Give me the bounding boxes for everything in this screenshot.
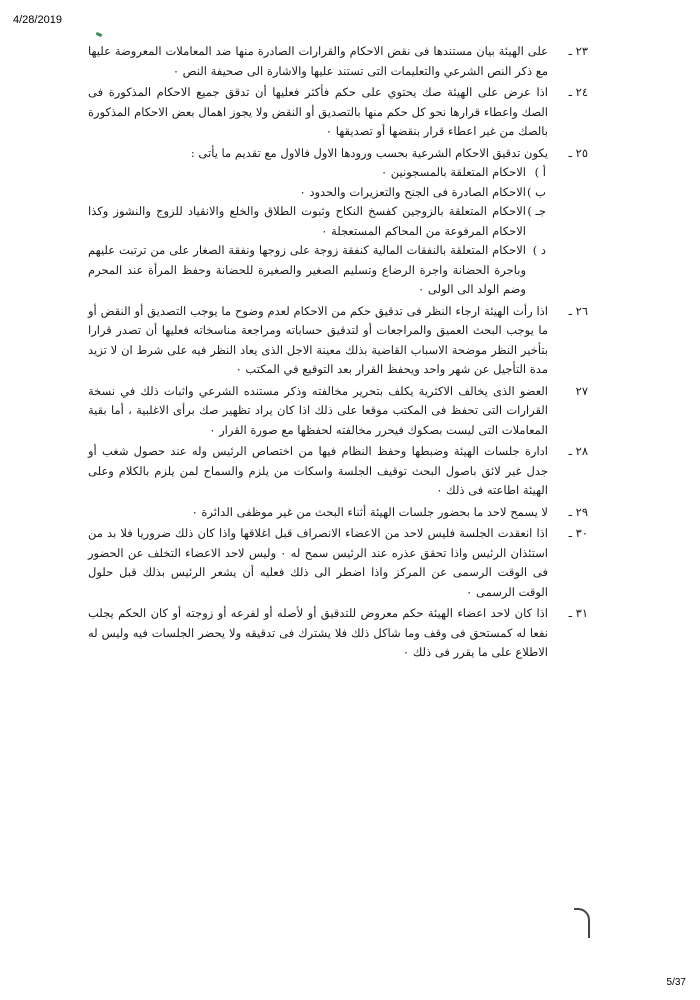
article-28: [88, 442, 588, 501]
article-number: ٢٩ ـ: [568, 504, 588, 519]
subitem-label: جـ ): [527, 204, 546, 218]
article-text: ادارة جلسات الهيئة وضبطها وحفظ النظام فيها من اختصاص الرئيس وله عند حصول شغب أو جدل غير لائق باصول البحث توقيف الجلسة واسكات من يلزم والسماح لمن يلزم بالكلام وعلى الهيئة اطاعته فى ذلك ٠: [88, 444, 548, 497]
article-30: [88, 524, 588, 602]
pen-stroke-mark: [574, 908, 590, 938]
article-number: ٢٧: [575, 383, 588, 398]
article-31: [88, 604, 588, 663]
article-text: لا يسمح لاحد ما بحضور جلسات الهيئة أثناء البحث من غير موظفى الدائرة ٠: [191, 504, 548, 519]
article-text: على الهيئة بيان مستندها فى نقض الاحكام والقرارات الصادرة منها ضد المعاملات المعروضة عليها مع ذكر النص الشرعي والتعليمات التى تستند عليها والاشارة الى صحيفة النص ٠: [88, 44, 548, 78]
subitem-text: الاحكام المتعلقة بالزوجين كفسخ النكاح وثبوت الطلاق والخلع والانقياد للزوج والنشوز وكذا الاحكام المرفوعة من المحاكم المستعجلة ٠: [88, 204, 526, 238]
article-number: ٣١ ـ: [568, 606, 588, 620]
article-29: [88, 503, 588, 523]
article-23: [88, 42, 588, 81]
article-number: ٢٦ ـ: [568, 303, 588, 318]
article-text: العضو الذى يخالف الاكثرية يكلف بتحرير مخالفته وذكر مستنده الشرعي واثبات ذلك في نسخة القرارات التى تحفظ فى المكتب موقعا على ذلك اذا كان يراد تظهير صك برأى الاغلبية ، أما بقية المعاملات التى ليست بصكوك فيحرر مخالفته لحفظها مع صورة القرار ٠: [88, 383, 548, 437]
article-25: [88, 144, 588, 300]
article-number: ٢٨ ـ: [568, 444, 588, 458]
article-text: اذا انعقدت الجلسة فليس لاحد من الاعضاء الانصراف قبل اغلاقها واذا كان ذلك ضروريا فلا بد من استئذان الرئيس واذا تحقق عذره عند الرئيس سمح له ٠ وليس لاحد الاعضاء التخلف عن الحضور فى الوقت الرسمى عن المركز واذا اضطر الى ذلك فعليه أن يشعر الرئيس بذلك قبل حلول الوقت الرسمى ٠: [88, 526, 549, 599]
article-text: يكون تدقيق الاحكام الشرعية بحسب ورودها الاول فالاول مع تقديم ما يأتى :: [190, 145, 548, 160]
page-number: 5/37: [666, 977, 686, 988]
print-date: 4/28/2019: [13, 14, 62, 26]
article-number: ٢٤ ـ: [568, 85, 588, 99]
article-27: [88, 382, 588, 441]
article-number: ٣٠ ـ: [568, 526, 588, 540]
article-text: اذا كان لاحد اعضاء الهيئة حكم معروض للتدقيق أو لأصله أو لفرعه أو زوجته أو كان الحكم يجلب نفعا له كمستحق فى وقف وما شاكل ذلك فلا يشترك فى تدقيقه ولا يحضر الجلسات فيه وليس له الاطلاع على ما يقرر فى ذلك ٠: [88, 606, 548, 659]
subitem-text: الاحكام الصادرة فى الجنح والتعزيرات والحدود ٠: [299, 184, 526, 199]
subitem-text: الاحكام المتعلقة بالمسجونين ٠: [380, 165, 526, 179]
subitem-d: [88, 241, 548, 300]
article-24: [88, 83, 588, 142]
subitem-label: ب ): [527, 184, 546, 199]
subitem-label: أ ): [534, 165, 546, 179]
article-text: اذا رأت الهيئة ارجاء النظر فى تدقيق حكم من الاحكام لعدم وضوح ما يوجب التصديق أو النقض أو ما يوجب البحث العميق والمراجعات أو لتدقيق حساباته ومراجعة مناسخاته فعليها أن تصدر قرارا بتأخير النظر موضحة الاسباب القاضية بذلك معينة الاجل الذى يعاد النظر فيه على شرط ان لا تزيد مدة التأجيل عن شهر واحد ويحفظ القرار بعد التوقيع في المكتب ٠: [88, 303, 548, 376]
subitem-b: [88, 183, 548, 203]
subitem-c: [88, 202, 548, 241]
article-number: ٢٥ ـ: [568, 145, 588, 160]
subitem-a: [88, 163, 548, 183]
subitem-text: الاحكام المتعلقة بالنفقات المالية كنفقة زوجة على زوجها ونفقة الصغار على من ترتبت عليهم وباجرة الحضانة واجرة الرضاع وتسليم الصغير والصغيرة للحضانة وحفظ المرأة عند المحرم وضم الولد الى الولى ٠: [88, 243, 526, 296]
article-number: ٢٣ ـ: [568, 44, 588, 58]
document-body: [88, 42, 588, 665]
article-26: [88, 302, 588, 380]
subitem-label: د ): [532, 243, 546, 257]
article-text: اذا عرض على الهيئة صك يحتوي على حكم فأكثر فعليها أن تدقق جميع الاحكام المذكورة فى الصك واعطاء قرارها نحو كل حكم منها بالتصديق أو النقض ولا يجوز اهمال بعض الاحكام المذكورة بالصك من غير اعطاء قرار بنقضها أو تصديقها ٠: [88, 85, 548, 138]
green-mark: [96, 32, 103, 37]
